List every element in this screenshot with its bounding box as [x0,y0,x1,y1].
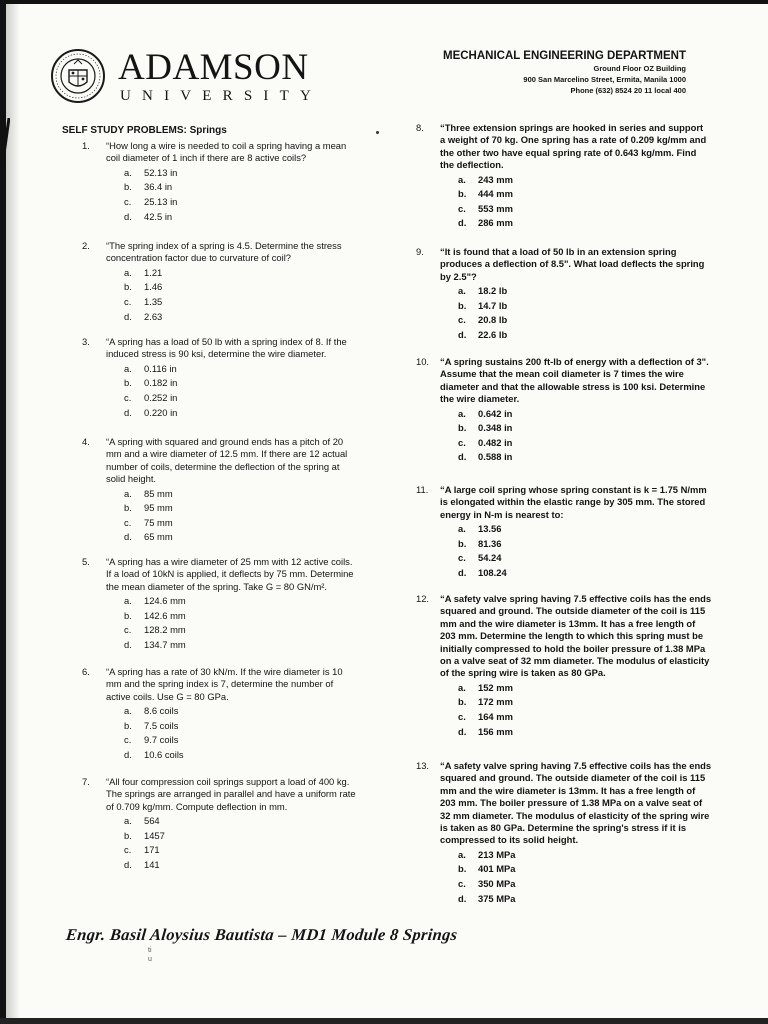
choice-value: 13.56 [478,523,502,535]
choice-value: 243 mm [478,173,513,185]
choice-letter: c. [458,314,466,326]
answer-choice [458,849,516,864]
answer-choice [124,502,173,517]
question-number: 3. [82,336,90,347]
choice-value: 0.182 in [144,377,178,389]
choice-value: 22.6 lb [478,328,508,340]
question-text-line: If a load of 10kN is applied, it deflects by 75 mm. Determine [106,568,354,580]
question-text-line: “A safety valve spring having 7.5 effective coils has the ends [440,760,712,771]
answer-choice [124,211,177,226]
choice-letter: d. [458,328,467,340]
scan-bottom-edge [0,1018,768,1024]
question-text-line: the mean diameter of the spring. Take G = 80 GN/m². [106,580,328,592]
question-text-line: initially compressed to hold the boiler pressure of 1.38 MPa [440,642,706,654]
answer-choice [458,408,512,423]
choice-value: 20.8 lb [478,314,508,326]
answer-choice [124,267,162,282]
question-text [440,246,704,283]
answer-choice [458,523,507,538]
question-text [440,122,706,172]
choice-letter: d. [458,217,467,229]
choice-value: 164 mm [478,710,513,722]
choice-value: 375 MPa [478,892,516,904]
question-text-line: of the spring wire is taken as 80 GPa. [440,667,606,679]
answer-choice [458,451,512,466]
question-number: 10. [416,356,430,367]
choice-value: 14.7 lb [478,299,508,311]
answer-choice [124,181,177,196]
choice-value: 0.588 in [478,451,513,463]
document-page [6,4,768,1020]
question-text-line: concentration factor due to curvature of coil? [106,252,292,264]
answer-choice [124,610,186,625]
question-text-line: compressed to its solid height. [440,834,579,846]
question-text [440,484,707,521]
choice-letter: b. [458,299,467,311]
question-text-line: mm and the wire diameter is 13mm. It has a free length of [440,784,696,796]
answer-choice [458,437,512,452]
question-text-line: 32 mm diameter. The modulus of elasticity of the spring wire [440,809,710,821]
address-line-1: Ground Floor OZ Building [593,64,686,73]
stray-mark [376,131,379,134]
question-text-line: “Three extension springs are hooked in series and support [440,122,704,133]
answer-choice [458,726,513,741]
choice-value: 1.21 [144,266,163,278]
answer-choice [124,844,165,859]
choice-value: 95 mm [144,502,173,514]
choice-value: 134.7 mm [144,638,186,650]
choice-value: 0.116 in [144,362,177,374]
choice-letter: b. [458,422,467,434]
answer-choice [124,377,177,392]
phone-line: Phone (632) 8524 20 11 local 400 [570,86,686,95]
choice-value: 1457 [144,829,165,841]
question-text [106,556,354,593]
question-text-line: mm and the spring index is 7, determine the number of [106,678,334,690]
choice-value: 128.2 mm [144,624,186,636]
choice-letter: a. [124,487,132,499]
choice-value: 0.348 in [478,422,513,434]
choice-letter: c. [124,391,132,403]
choice-value: 553 mm [478,202,513,214]
question-text-line: “A spring has a load of 50 lb with a spring index of 8. If the [106,336,347,347]
question-text-line: “A spring has a rate of 30 kN/m. If the wire diameter is 10 [106,666,343,677]
question-number: 8. [416,122,424,133]
choice-letter: a. [124,595,132,607]
answer-choices [124,815,165,873]
choice-value: 1.46 [144,281,163,293]
answer-choice [124,281,162,296]
choice-value: 1.35 [144,295,163,307]
choice-value: 42.5 in [144,210,173,222]
choice-value: 142.6 mm [144,609,186,621]
question-number: 6. [82,666,90,677]
question-text-line: 203 mm. Determine the length to which this spring must be [440,630,704,642]
choice-letter: c. [458,552,466,564]
question-text-line: squared and ground. The outside diameter of the coil is 115 [440,605,706,617]
question-text-line: diameter and that the allowable stress is 100 ksi. Determine [440,380,706,392]
choice-letter: d. [458,892,467,904]
question-text [106,240,342,265]
choice-value: 286 mm [478,217,513,229]
address-line-2: 900 San Marcelino Street, Ermita, Manila 1000 [523,75,686,84]
question-text-line: on a valve seat of 32 mm diameter. The modulus of elasticity [440,655,710,667]
question-text-line: 203 mm. The boiler pressure of 1.38 MPa on a valve seat of [440,797,703,809]
author-signature: Engr. Basil Aloysius Bautista – MD1 Module 8 Springs [65,925,459,944]
choice-letter: b. [458,188,467,200]
answer-choices [458,682,513,740]
choice-value: 65 mm [144,531,173,543]
question-text-line: the other two have equal spring rate of 0.643 kg/mm. Find [440,146,697,158]
choice-letter: a. [124,705,132,717]
answer-choice [458,567,507,582]
question-text-line: of 0.709 kg/mm. Compute deflection in mm. [106,800,288,812]
question-text [106,140,346,165]
answer-choices [458,849,516,907]
choice-letter: c. [124,516,132,528]
choice-value: 124.6 mm [144,595,186,607]
choice-letter: b. [124,502,132,514]
choice-value: 172 mm [478,696,513,708]
choice-value: 444 mm [478,188,513,200]
choice-letter: d. [458,725,467,737]
choice-value: 25.13 in [144,195,178,207]
question-text [106,776,356,813]
question-text-line: “It is found that a load of 50 lb in an extension spring [440,246,677,257]
choice-value: 9.7 coils [144,734,179,746]
answer-choice [124,488,173,503]
question-text-line: “A spring has a wire diameter of 25 mm with 12 active coils. [106,556,353,567]
choice-value: 7.5 coils [144,719,179,731]
question-text [440,356,709,406]
choice-letter: a. [458,407,466,419]
question-text-line: mm and a wire diameter of 12.5 mm. If there are 12 actual [106,448,348,460]
choice-value: 401 MPa [478,863,516,875]
answer-choice [124,749,184,764]
choice-letter: a. [458,173,466,185]
answer-choices [458,174,513,232]
answer-choice [124,392,177,407]
university-seal-icon [50,48,106,104]
choice-letter: a. [458,681,466,693]
answer-choice [458,285,507,300]
answer-choice [458,878,516,893]
choice-value: 152 mm [478,681,513,693]
choice-letter: b. [458,696,467,708]
choice-value: 0.482 in [478,436,513,448]
choice-letter: d. [458,566,467,578]
answer-choices [458,408,512,466]
answer-choices [124,705,184,763]
choice-letter: a. [124,166,132,178]
question-text-line: “How long a wire is needed to coil a spring having a mean [106,140,347,151]
answer-choice [124,595,186,610]
question-text-line: coil diameter of 1 inch if there are 8 active coils? [106,152,307,164]
choice-letter: b. [124,719,132,731]
question-text-line: The springs are arranged in parallel and have a uniform rate [106,788,356,800]
choice-letter: b. [124,829,132,841]
answer-choice [124,311,162,326]
choice-value: 141 [144,858,160,870]
answer-choice [458,174,513,189]
answer-choice [458,314,507,329]
choice-letter: d. [124,210,132,222]
department-block [443,49,686,96]
choice-value: 564 [144,815,160,827]
question-text [440,760,711,847]
answer-choice [458,682,513,697]
question-text-line: “A spring with squared and ground ends has a pitch of 20 [106,436,344,447]
choice-value: 85 mm [144,487,173,499]
choice-letter: b. [124,609,132,621]
choice-value: 52.13 in [144,166,178,178]
question-number: 2. [82,240,90,251]
answer-choice [124,815,165,830]
choice-letter: d. [124,310,132,322]
question-text-line: energy in N-m is nearest to: [440,508,564,520]
choice-letter: c. [124,734,132,746]
choice-letter: a. [124,362,132,374]
choice-value: 36.4 in [144,181,173,193]
question-number: 12. [416,593,430,604]
choice-letter: d. [458,451,467,463]
question-text-line: induced stress is 90 ksi, determine the wire diameter. [106,348,327,360]
choice-letter: c. [458,710,466,722]
department-title: MECHANICAL ENGINEERING DEPARTMENT [443,50,686,62]
question-text-line: is taken as 80 GPa. Determine the spring's stress if it is [440,822,687,834]
answer-choice [124,363,177,378]
answer-choices [124,595,186,653]
choice-value: 75 mm [144,516,173,528]
choice-value: 81.36 [478,537,502,549]
answer-choice [458,422,512,437]
choice-value: 0.252 in [144,391,178,403]
answer-choice [124,167,177,182]
choice-letter: d. [124,748,132,760]
question-text-line: a weight of 70 kg. One spring has a rate of 0.209 kg/mm and [440,134,707,146]
section-title: SELF STUDY PROBLEMS: Springs [62,125,227,136]
choice-letter: c. [124,295,132,307]
choice-letter: b. [124,281,132,293]
choice-letter: c. [458,202,466,214]
question-text-line: active coils. Use G = 80 GPa. [106,690,229,702]
answer-choices [124,363,177,421]
handwritten-scribble [148,946,152,964]
choice-letter: c. [124,844,132,856]
choice-value: 108.24 [478,566,507,578]
question-number: 1. [82,140,90,151]
choice-letter: d. [124,858,132,870]
choice-letter: a. [124,815,132,827]
choice-letter: c. [458,877,466,889]
answer-choice [124,720,184,735]
choice-letter: b. [124,377,132,389]
choice-letter: a. [124,266,132,278]
question-text-line: solid height. [106,473,157,485]
choice-value: 0.220 in [144,406,178,418]
answer-choice [124,624,186,639]
choice-value: 10.6 coils [144,748,184,760]
answer-choice [124,296,162,311]
scribble-line: ti [148,947,152,954]
answer-choices [124,488,173,546]
choice-value: 54.24 [478,552,502,564]
question-text-line: “The spring index of a spring is 4.5. Determine the stress [106,240,342,251]
answer-choice [124,830,165,845]
answer-choice [458,863,516,878]
question-number: 9. [416,246,424,257]
university-name: ADAMSON [118,47,309,88]
answer-choices [458,523,507,581]
choice-letter: c. [458,436,466,448]
question-text-line: “All four compression coil springs support a load of 400 kg. [106,776,350,787]
choice-letter: a. [458,523,466,535]
answer-choice [124,734,184,749]
question-text-line: by 2.5"? [440,270,477,282]
choice-letter: b. [458,863,467,875]
choice-value: 8.6 coils [144,705,179,717]
answer-choice [458,696,513,711]
choice-value: 0.642 in [478,407,513,419]
answer-choice [124,639,186,654]
answer-choice [458,538,507,553]
question-number: 4. [82,436,90,447]
question-number: 7. [82,776,90,787]
answer-choice [458,893,516,908]
answer-choice [124,531,173,546]
university-subtitle: UNIVERSITY [120,88,322,104]
answer-choice [124,859,165,874]
question-text-line: “A safety valve spring having 7.5 effective coils has the ends [440,593,712,604]
answer-choices [458,285,507,343]
answer-choice [458,711,513,726]
answer-choices [124,267,162,325]
answer-choice [458,203,513,218]
question-text [106,666,343,703]
choice-value: 171 [144,844,160,856]
choice-letter: c. [124,195,132,207]
choice-letter: b. [458,537,467,549]
answer-choice [124,196,177,211]
choice-value: 2.63 [144,310,163,322]
question-text-line: “A large coil spring whose spring constant is k = 1.75 N/mm [440,484,707,495]
choice-value: 18.2 lb [478,285,508,297]
answer-choice [458,552,507,567]
question-number: 5. [82,556,90,567]
binding-mark [0,118,10,168]
question-text-line: “A spring sustains 200 ft-lb of energy with a deflection of 3". [440,356,709,367]
answer-choices [124,167,177,225]
question-text-line: is elongated within the elastic range by 305 mm. The stored [440,496,706,508]
question-number: 11. [416,484,429,495]
question-text-line: the deflection. [440,159,504,171]
answer-choice [458,329,507,344]
question-text-line: number of coils, determine the deflection of the spring at [106,460,340,472]
answer-choice [458,188,513,203]
question-text [440,593,711,680]
scribble-line: u [148,956,152,963]
choice-letter: c. [124,624,132,636]
choice-value: 213 MPa [478,848,516,860]
question-text [106,336,347,361]
question-number: 13. [416,760,430,771]
question-text-line: produces a deflection of 8.5". What load deflects the spring [440,258,705,270]
choice-value: 156 mm [478,725,513,737]
choice-letter: d. [124,638,132,650]
question-text-line: the wire diameter. [440,393,520,405]
question-text-line: mm and the wire diameter is 13mm. It has a free length of [440,617,696,629]
choice-letter: a. [458,285,466,297]
choice-letter: a. [458,848,466,860]
question-text [106,436,347,486]
answer-choice [124,407,177,422]
question-text-line: Assume that the mean coil diameter is 7 times the wire [440,368,684,380]
answer-choice [458,300,507,315]
answer-choice [458,217,513,232]
choice-letter: d. [124,406,132,418]
answer-choice [124,517,173,532]
answer-choice [124,705,184,720]
question-text-line: squared and ground. The outside diameter of the coil is 115 [440,772,706,784]
choice-letter: b. [124,181,132,193]
choice-value: 350 MPa [478,877,516,889]
choice-letter: d. [124,531,132,543]
